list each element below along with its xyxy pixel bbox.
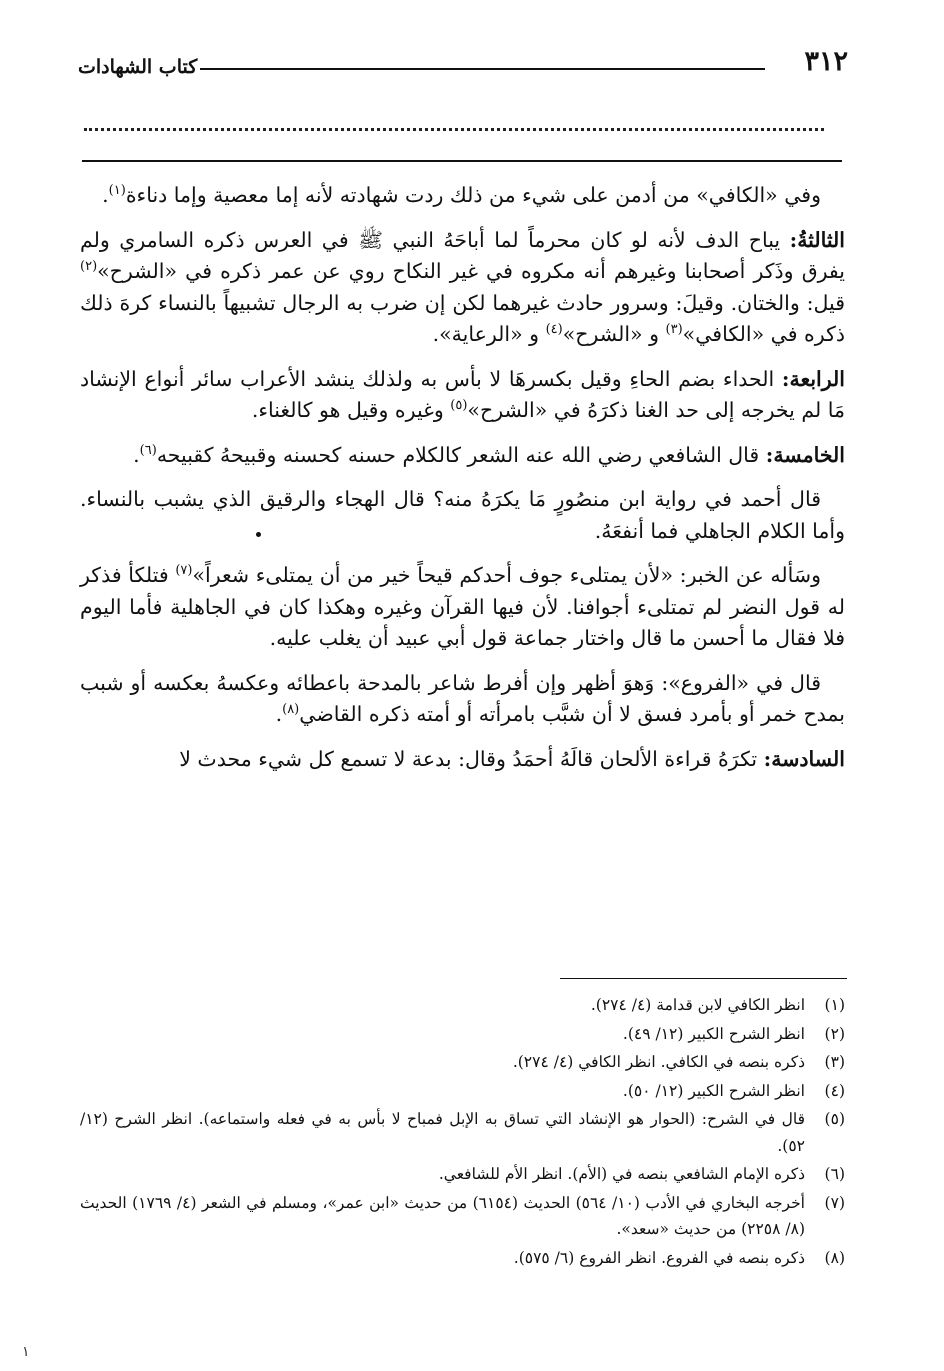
paragraph-fourth: الرابعة: الحداء بضم الحاءِ وقيل بكسرهَا لا بأس به ولذلك ينشد الأعراب سائر أنواع الإنشاد مَا لم يخرجه إلى حد الغنا ذكرَهُ في «الشرح»$^{(٥)}$ وغيره وقيل هو كالغناء. xyxy=(80,366,845,422)
footnote-ref-4[interactable]: (٤) xyxy=(545,322,563,338)
footnotes xyxy=(80,992,845,1273)
footnote-item xyxy=(80,1245,845,1272)
paragraph-furu: قال في «الفروع»: وَهوَ أظهر وإن أفرط شاعر بالمدحة باعطائه وعكسهُ بعكسه أو شبب بمدح خمر أو بأمرد فسق لا أن شبَّب بامرأته أو أمته ذكره القاضي$^{(٨)}$. xyxy=(80,670,845,726)
footnote-ref-2[interactable]: (٢) xyxy=(80,259,98,275)
main-text xyxy=(80,180,845,788)
dotted-separator xyxy=(84,128,824,131)
footnote-text: ذكره الإمام الشافعي بنصه في (الأم). انظر الأم للشافعي. xyxy=(438,1165,805,1183)
footnote-number: (٧) xyxy=(824,1193,845,1212)
footnote-number: (٤) xyxy=(824,1081,845,1100)
footnote-item xyxy=(80,1049,845,1076)
footnote-number: (٥) xyxy=(824,1110,845,1128)
footnote-text: قال في الشرح: (الحوار هو الإنشاد التي تساق به الإبل فمباح لا بأس به في فعله واستماعه). انظر الشرح (١٢/ ٥٢). xyxy=(80,1110,805,1155)
footnote-ref-7[interactable]: (٧) xyxy=(175,563,193,579)
paragraph-ahmad: قال أحمد في رواية ابن منصُورٍ مَا يكرَهُ منه؟ قال الهجاء والرقيق الذي يشبب بالنساء. وأما الكلام الجاهلي فما أنفعَهُ. xyxy=(80,487,845,543)
section-lead-third: الثالثةُ: xyxy=(789,227,845,252)
paragraph-fifth: الخامسة: قال الشافعي رضي الله عنه الشعر كالكلام حسنه كحسنه وقبيحهُ كقبيحه$^{(٦)}$. xyxy=(133,442,845,467)
page-number: ٣١٢ xyxy=(804,46,848,77)
book-title: كتاب الشهادات xyxy=(78,56,198,78)
footnote-number: (٨) xyxy=(824,1248,845,1267)
footnote-text: ذكره بنصه في الفروع. انظر الفروع (٦/ ٥٧٥). xyxy=(513,1248,805,1267)
footnote-item xyxy=(80,1021,845,1048)
footnote-rule xyxy=(560,978,847,979)
footnote-item xyxy=(80,1106,845,1159)
footnote-ref-3[interactable]: (٣) xyxy=(665,322,683,338)
paragraph-sixth: السادسة: تكرَهُ قراءة الألحان قالَهُ أحمَدُ وقال: بدعة لا تسمع كل شيء محدث لا xyxy=(179,746,845,771)
footnote-ref-6[interactable]: (٦) xyxy=(139,442,157,458)
footnote-item xyxy=(80,1078,845,1105)
footnote-number: (٢) xyxy=(824,1024,845,1043)
ink-dot xyxy=(256,532,261,537)
section-lead-sixth: السادسة: xyxy=(763,746,845,771)
footnote-ref-8[interactable]: (٨) xyxy=(282,702,300,718)
header-rule xyxy=(200,68,765,70)
footnote-text: انظر الشرح الكبير (١٢/ ٤٩). xyxy=(622,1024,805,1043)
corner-mark: ١ xyxy=(22,1344,30,1360)
paragraph-third: الثالثةُ: يباح الدف لأنه لو كان محرماً لما أباحَهُ النبي ﷺ في العرس ذكره السامري ولم يفرق وذَكر أصحابنا وغيرهم أنه مكروه في غير النكاح روي عن عمر ذكره في «الشرح»$^{(٢)}$ قيل: والختان. وقيلَ: وسرور حادث غيرهما لكن إن ضرب به الرجال تشبيهاً بالنساء كرهَ ذلك ذكره في «الكافي»$^{(٣)}$ و «الشرح»$^{(٤)}$ و «الرعاية». xyxy=(80,227,845,346)
footnote-item xyxy=(80,992,845,1019)
content-rule xyxy=(82,160,842,162)
section-lead-fourth: الرابعة: xyxy=(781,366,845,391)
footnote-ref-1[interactable]: (١) xyxy=(108,183,126,199)
footnote-ref-5[interactable]: (٥) xyxy=(450,398,468,414)
footnote-number: (١) xyxy=(824,996,845,1014)
footnote-text: أخرجه البخاري في الأدب (١٠/ ٥٦٤) الحديث (٦١٥٤) من حديث «ابن عمر»، ومسلم في الشعر (٤/ ١٧٦٩) الحديث (٨/ ٢٢٥٨) من حديث «سعد». xyxy=(80,1193,805,1238)
footnote-text: انظر الكافي لابن قدامة (٤/ ٢٧٤). xyxy=(590,996,805,1014)
paragraph-1: وفي «الكافي» من أدمن على شيء من ذلك ردت شهادته لأنه إما معصية وإما دناءة$^{(١)}$. xyxy=(102,183,821,207)
footnote-item xyxy=(80,1161,845,1188)
footnote-text: ذكره بنصه في الكافي. انظر الكافي (٤/ ٢٧٤). xyxy=(512,1053,805,1071)
paragraph-khabar: وسَأله عن الخبر: «لأن يمتلىء جوف أحدكم قيحاً خير من أن يمتلىء شعراً»$^{(٧)}$ فتلكأ فذكر له قول النضر لم تمتلىء أجوافنا. لأن فيها القرآن وغيره وهكذا كان في الجاهلية فأما اليوم فلا فقال ما أحسن ما قال واختار جماعة قول أبي عبيد أن يغلب عليه. xyxy=(80,563,845,650)
footnote-number: (٦) xyxy=(824,1165,845,1183)
footnote-text: انظر الشرح الكبير (١٢/ ٥٠). xyxy=(622,1081,805,1100)
footnote-number: (٣) xyxy=(824,1053,845,1071)
section-lead-fifth: الخامسة: xyxy=(765,442,845,467)
footnote-item xyxy=(80,1190,845,1243)
